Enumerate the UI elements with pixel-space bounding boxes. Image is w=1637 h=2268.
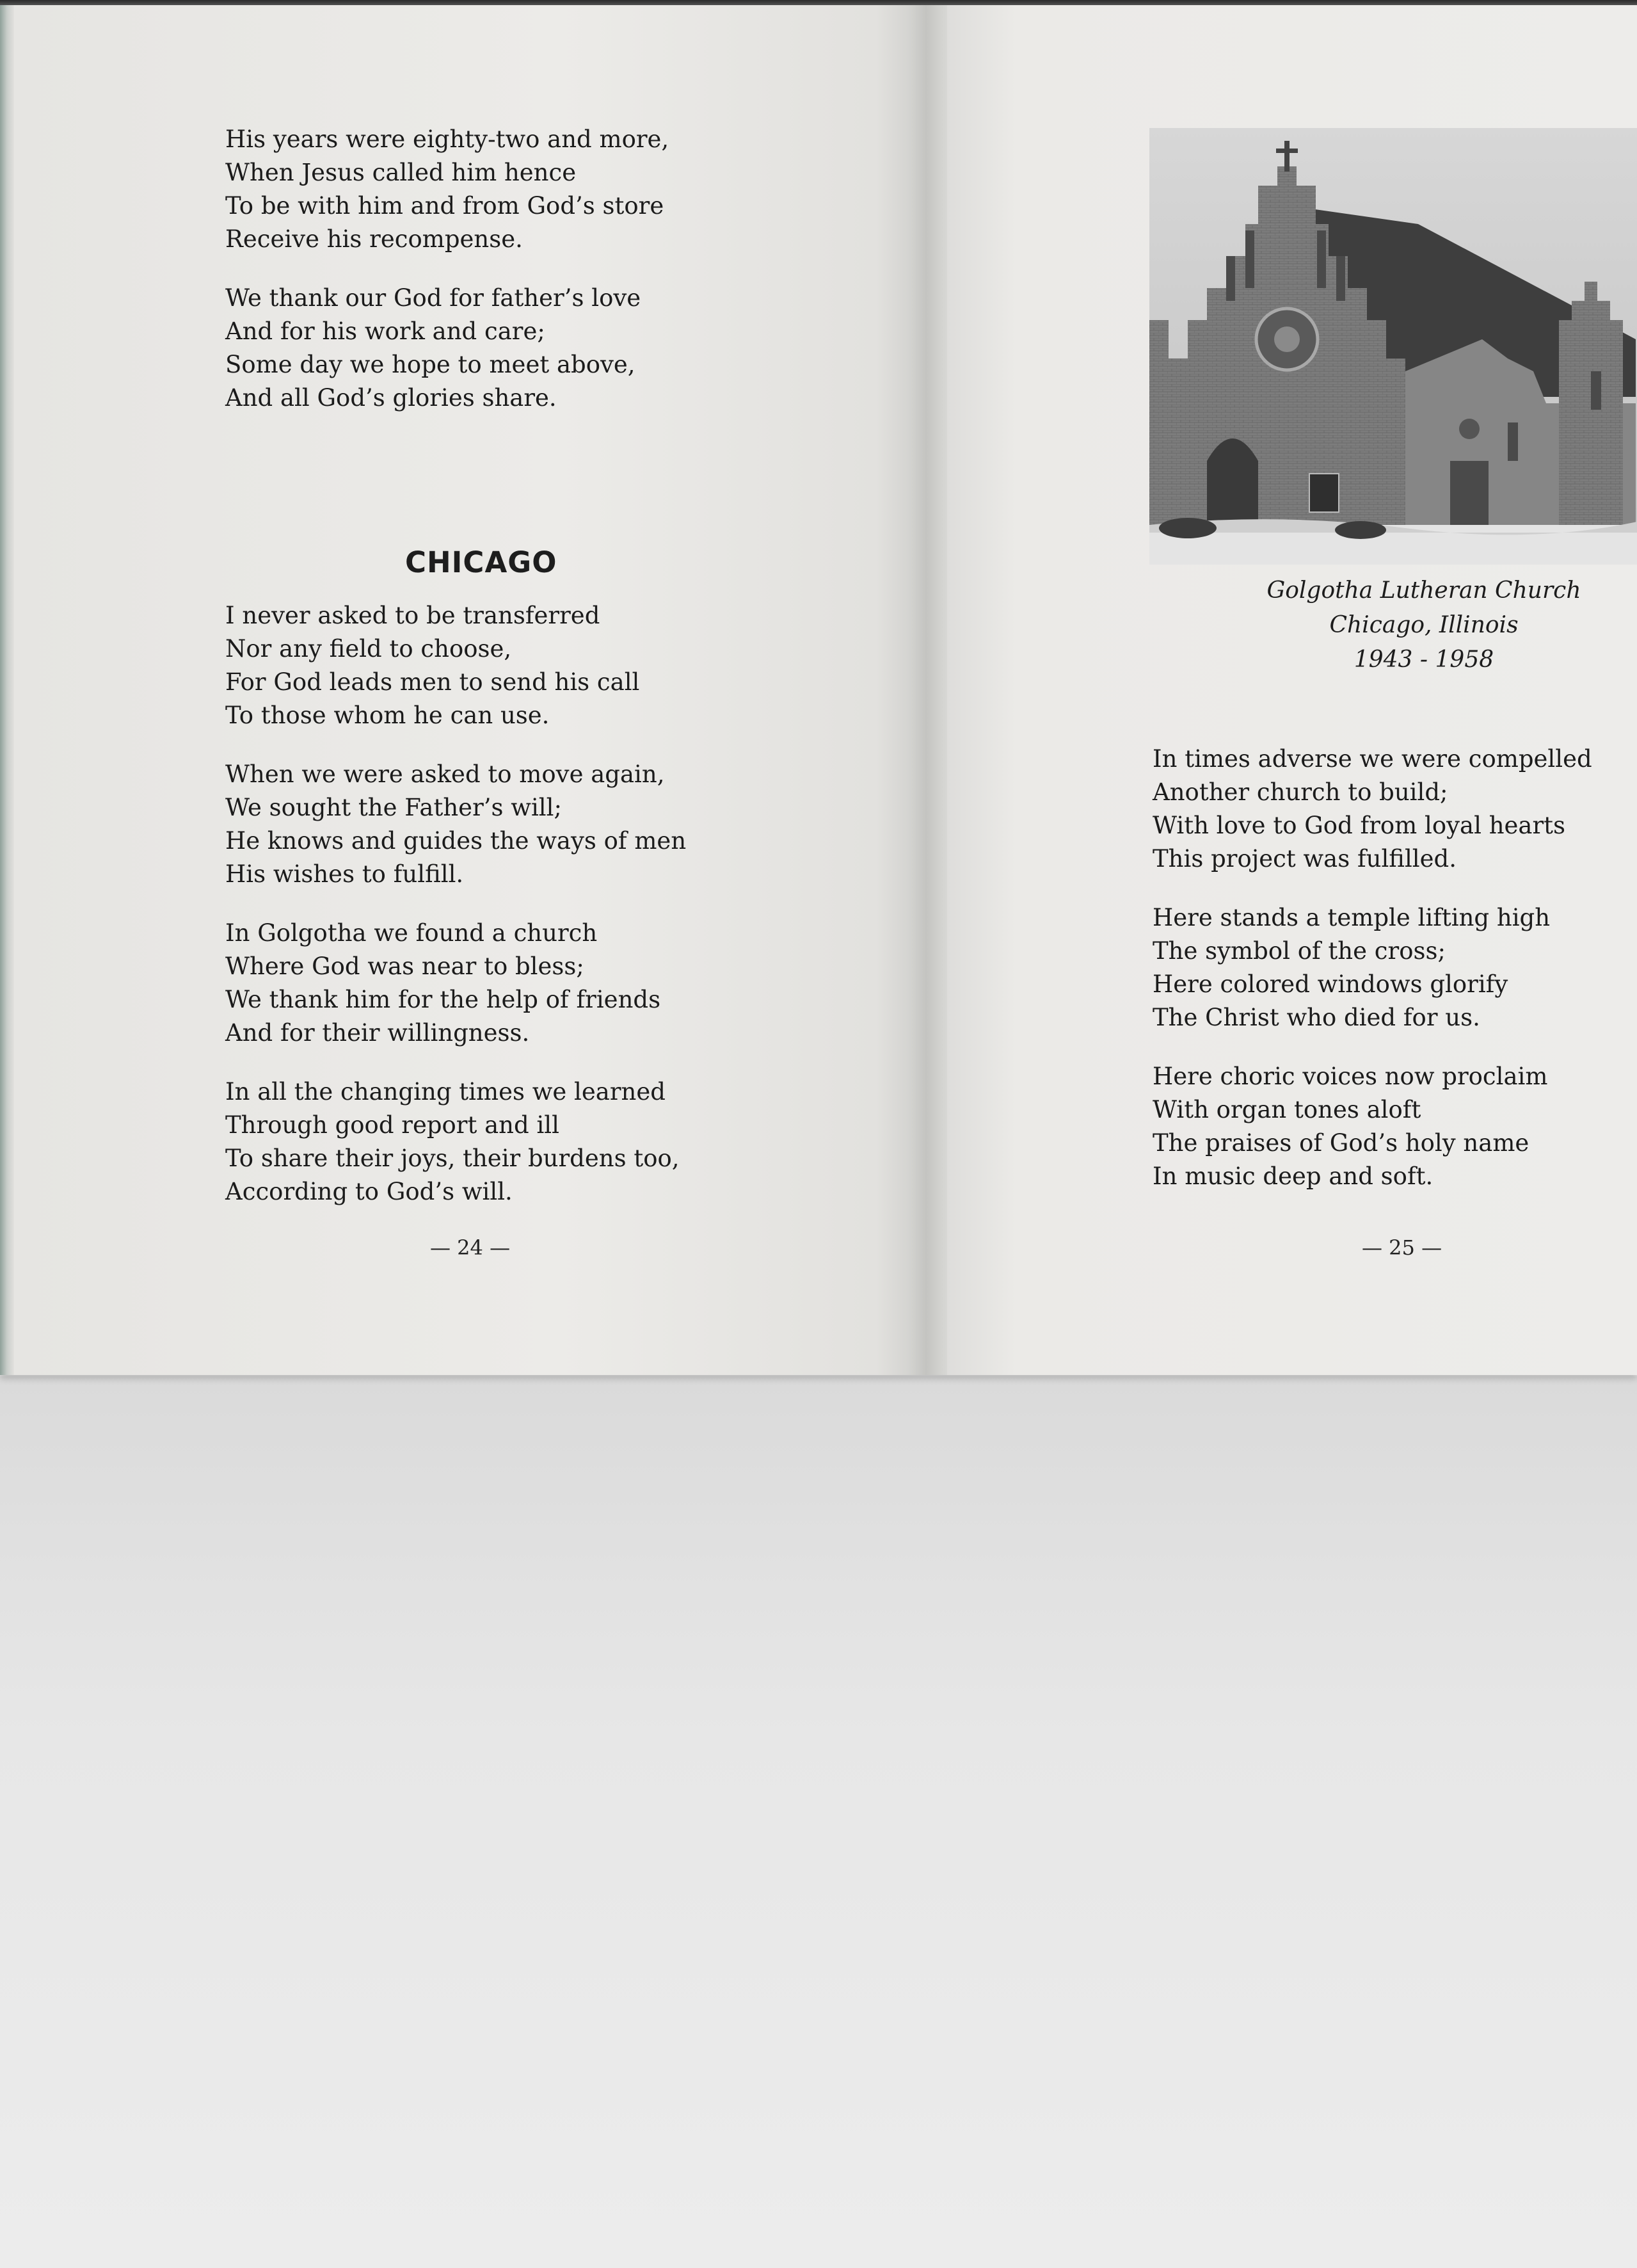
poem-line: His years were eighty-two and more, — [225, 125, 669, 153]
poem-line: The praises of God’s holy name — [1153, 1129, 1529, 1157]
poem-line: We thank our God for father’s love — [225, 284, 641, 312]
page-number-left: — 24 — — [430, 1235, 511, 1260]
poem-line: When we were asked to move again, — [225, 760, 665, 788]
poem-line: Some day we hope to meet above, — [225, 351, 635, 378]
poem-line: I never asked to be transferred — [225, 602, 600, 629]
poem-line: This project was fulfilled. — [1153, 845, 1457, 873]
poem-line: According to God’s will. — [225, 1178, 513, 1205]
poem-line: Through good report and ill — [225, 1111, 559, 1139]
stanza — [225, 282, 669, 415]
poem-chicago — [225, 599, 686, 1209]
poem-golgotha — [1153, 743, 1592, 1193]
poem-line: To be with him and from God’s store — [225, 192, 664, 220]
poem-line: Where God was near to bless; — [225, 953, 584, 980]
poem-line: With organ tones aloft — [1153, 1096, 1421, 1123]
cover-edge — [0, 5, 14, 1375]
church-photo-icon — [1149, 128, 1637, 565]
poem-line: With love to God from loyal hearts — [1153, 812, 1566, 839]
poem-line: Here choric voices now proclaim — [1153, 1063, 1548, 1090]
stanza — [225, 1075, 686, 1209]
poem-line: And all God’s glories share. — [225, 384, 557, 412]
poem-line: And for their willingness. — [225, 1019, 530, 1047]
poem-ending — [225, 123, 669, 415]
stanza — [1153, 1060, 1592, 1193]
poem-line: Here stands a temple lifting high — [1153, 904, 1551, 931]
poem-title: CHICAGO — [405, 545, 557, 579]
poem-line: To share their joys, their burdens too, — [225, 1145, 680, 1172]
poem-line: We thank him for the help of friends — [225, 986, 661, 1013]
poem-line: Here colored windows glorify — [1153, 970, 1508, 998]
stanza — [225, 758, 686, 891]
caption-place: Chicago, Illinois — [1329, 612, 1519, 638]
poem-line: To those whom he can use. — [225, 702, 550, 729]
poem-line: And for his work and care; — [225, 318, 545, 345]
poem-line: For God leads men to send his call — [225, 668, 640, 696]
poem-line: Receive his recompense. — [225, 225, 523, 253]
stanza — [1153, 743, 1592, 876]
poem-line: In times adverse we were compelled — [1153, 745, 1592, 773]
poem-line: In all the changing times we learned — [225, 1078, 666, 1106]
poem-line: In Golgotha we found a church — [225, 919, 598, 947]
poem-line: The symbol of the cross; — [1153, 937, 1446, 965]
poem-line: In music deep and soft. — [1153, 1162, 1433, 1190]
church-photo — [1149, 128, 1637, 565]
poem-line: Another church to build; — [1153, 778, 1448, 806]
stanza — [1153, 901, 1592, 1034]
caption-church-name: Golgotha Lutheran Church — [1266, 577, 1581, 604]
stanza — [225, 123, 669, 256]
poem-line: We sought the Father’s will; — [225, 794, 562, 821]
book-gutter — [909, 5, 947, 1375]
poem-line: The Christ who died for us. — [1153, 1004, 1480, 1031]
poem-line: He knows and guides the ways of men — [225, 827, 687, 855]
photo-caption — [1203, 574, 1637, 677]
caption-years: 1943 - 1958 — [1354, 647, 1494, 673]
page-number-right: — 25 — — [1362, 1235, 1442, 1260]
scanner-background — [0, 1376, 1637, 2268]
poem-line: His wishes to fulfill. — [225, 860, 464, 888]
stanza — [225, 599, 686, 732]
poem-line: Nor any field to choose, — [225, 635, 512, 663]
poem-line: When Jesus called him hence — [225, 159, 577, 186]
stanza — [225, 917, 686, 1050]
